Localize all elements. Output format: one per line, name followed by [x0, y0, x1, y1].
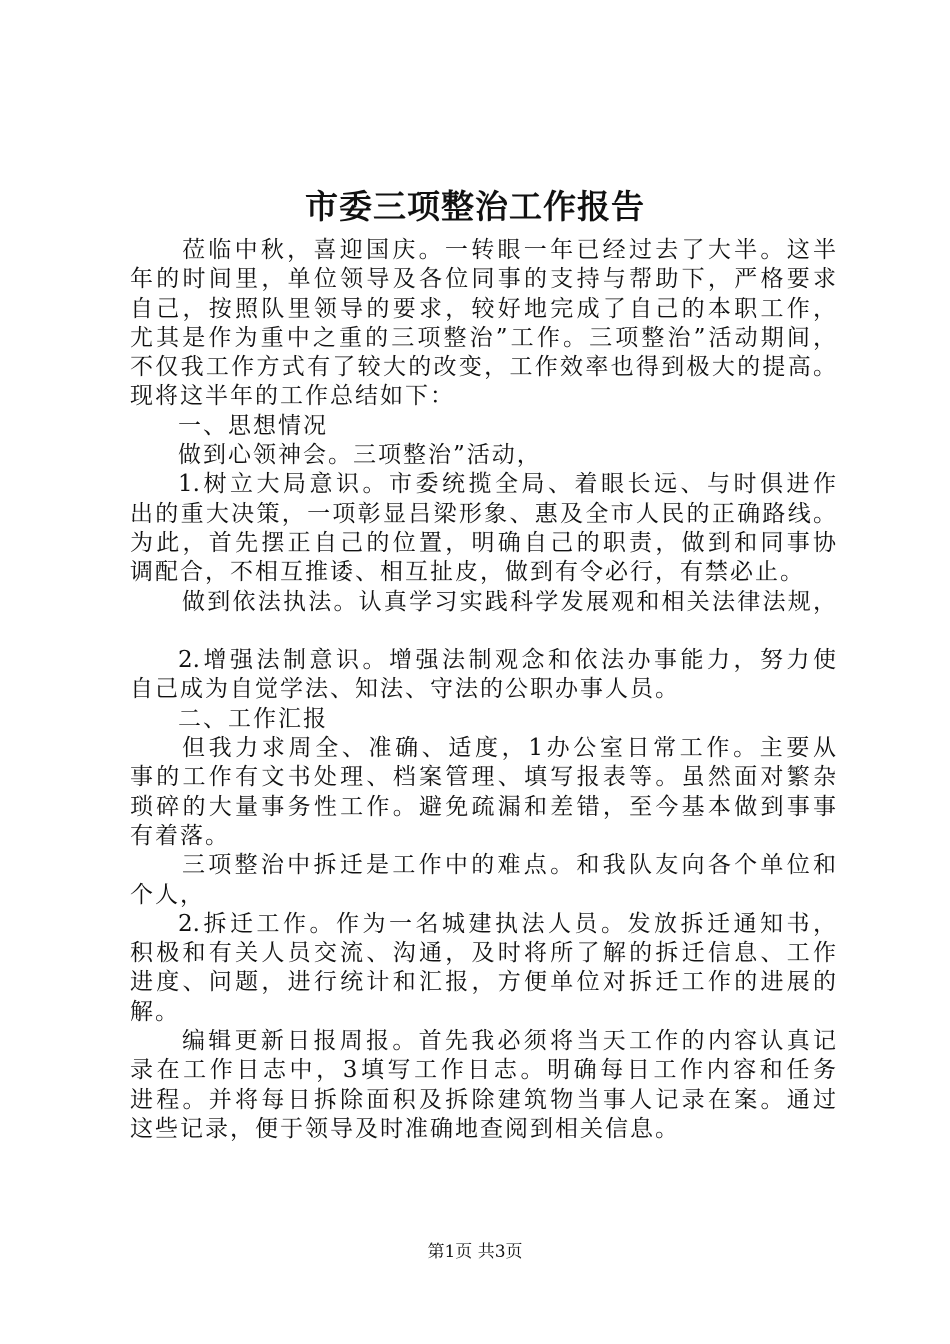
paragraph-line: 为此，首先摆正自己的位置，明确自己的职责，做到和同事协 — [130, 529, 836, 556]
paragraph-line: 自己，按照队里领导的要求，较好地完成了自己的本职工作， — [130, 295, 836, 322]
paragraph-line: 录在工作日志中，3填写工作日志。明确每日工作内容和任务 — [130, 1057, 836, 1084]
section-heading: 二、工作汇报 — [178, 705, 328, 732]
paragraph-line: 1.树立大局意识。市委统揽全局、着眼长远、与时俱进作 — [178, 471, 836, 498]
paragraph-line: 2.增强法制意识。增强法制观念和依法办事能力，努力使 — [178, 647, 836, 674]
paragraph-line: 进程。并将每日拆除面积及拆除建筑物当事人记录在案。通过 — [130, 1086, 836, 1113]
paragraph-line: 出的重大决策，一项彰显吕梁形象、惠及全市人民的正确路线。 — [130, 500, 836, 527]
paragraph-line: 但我力求周全、准确、适度，1办公室日常工作。主要从 — [182, 735, 836, 762]
paragraph-line: 个人， — [130, 881, 205, 908]
paragraph-line: 年的时间里，单位领导及各位同事的支持与帮助下，严格要求 — [130, 266, 836, 293]
page-footer: 第1页 共3页 — [427, 1242, 523, 1262]
paragraph-line: 做到依法执法。认真学习实践科学发展观和相关法律法规， — [182, 588, 836, 615]
paragraph-line: 三项整治中拆迁是工作中的难点。和我队友向各个单位和 — [182, 852, 836, 879]
paragraph-line: 积极和有关人员交流、沟通，及时将所了解的拆迁信息、工作 — [130, 940, 836, 967]
paragraph-line: 调配合，不相互推诿、相互扯皮，做到有令必行，有禁必止。 — [130, 559, 805, 586]
paragraph-line: 有着落。 — [130, 822, 230, 849]
blank-line — [130, 617, 836, 646]
document-title: 市委三项整治工作报告 — [305, 187, 645, 226]
section-heading: 一、思想情况 — [178, 412, 328, 439]
paragraph-line: 尤其是作为重中之重的三项整治”工作。三项整治”活动期间， — [130, 324, 836, 351]
paragraph-line: 进度、问题，进行统计和汇报，方便单位对拆迁工作的进展的 — [130, 969, 836, 996]
paragraph-line: 这些记录，便于领导及时准确地查阅到相关信息。 — [130, 1115, 680, 1142]
document-body — [130, 236, 836, 1144]
paragraph-line: 解。 — [130, 998, 180, 1025]
paragraph-line: 莅临中秋，喜迎国庆。一转眼一年已经过去了大半。这半 — [182, 237, 836, 263]
paragraph-line: 现将这半年的工作总结如下： — [130, 383, 455, 410]
paragraph-line: 2.拆迁工作。作为一名城建执法人员。发放拆迁通知书， — [178, 910, 836, 937]
paragraph-line: 不仅我工作方式有了较大的改变，工作效率也得到极大的提高。 — [130, 354, 836, 381]
paragraph-line: 编辑更新日报周报。首先我必须将当天工作的内容认真记 — [182, 1028, 836, 1055]
paragraph-line: 自己成为自觉学法、知法、守法的公职办事人员。 — [130, 676, 680, 703]
paragraph-line: 事的工作有文书处理、档案管理、填写报表等。虽然面对繁杂 — [130, 764, 836, 791]
paragraph-line: 做到心领神会。三项整治”活动， — [178, 442, 542, 469]
paragraph-line: 琐碎的大量事务性工作。避免疏漏和差错，至今基本做到事事 — [130, 793, 836, 820]
